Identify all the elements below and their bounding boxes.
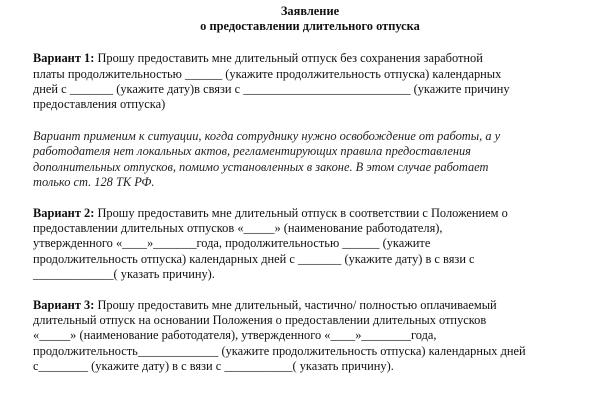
title-line-2: о предоставлении длительного отпуска xyxy=(200,19,420,34)
note-line-2: работодателя нет локальных актов, регламентирующих правила предоставления xyxy=(33,144,471,159)
variant-2-label: Вариант 2: xyxy=(33,206,95,221)
note-line-1: Вариант применим к ситуации, когда сотруднику нужно освобождение от работы, а у xyxy=(33,129,501,144)
note-line-4: только ст. 128 ТК РФ. xyxy=(33,174,155,189)
variant-1-label: Вариант 1: xyxy=(33,51,95,66)
variant-2-line-4: продолжительность отпуска) календарных дней с _______ (укажите дату) в с вязи с xyxy=(33,251,475,266)
variant-3-text-1: Прошу предоставить мне длительный, частично/ полностью оплачиваемый xyxy=(94,298,497,313)
variant-1-note xyxy=(33,129,579,190)
variant-1-paragraph xyxy=(33,51,579,112)
variant-3-line-4: продолжительность_____________ (укажите продолжительность отпуска) календарных дней xyxy=(33,343,526,358)
variant-1-line-3: дней с _______ (укажите дату)в связи с ___________________________ (укажите причину xyxy=(33,81,510,96)
variant-3-line-5: с________ (укажите дату) в с вязи с ___________( указать причину). xyxy=(33,358,394,373)
variant-2-line-5: _____________( указать причину). xyxy=(33,266,215,281)
document-title xyxy=(33,4,579,34)
note-line-3: дополнительных отпусков, помимо установленных в законе. В этом случае работает xyxy=(33,159,489,174)
variant-1-text-1: Прошу предоставить мне длительный отпуск без сохранения заработной xyxy=(94,51,483,66)
variant-3-line-3: «_____» (наименование работодателя), утвержденного «____»________года, xyxy=(33,328,437,343)
variant-1-line-2: платы продолжительностью ______ (укажите продолжительность отпуска) календарных xyxy=(33,66,502,81)
title-line-1: Заявление xyxy=(280,4,340,18)
variant-1-line-4: предоставления отпуска) xyxy=(33,97,166,112)
variant-2-text-1: Прошу предоставить мне длительный отпуск в соответствии с Положением о xyxy=(94,206,508,221)
variant-2-paragraph xyxy=(33,206,579,282)
variant-2-line-2: предоставлении длительных отпусков «_____» (наименование работодателя), xyxy=(33,221,443,236)
variant-1-line-1 xyxy=(33,51,579,66)
variant-3-line-2: длительный отпуск на основании Положения о предоставлении длительных отпусков xyxy=(33,313,487,328)
variant-2-line-1 xyxy=(33,206,579,221)
variant-3-label: Вариант 3: xyxy=(33,298,95,313)
variant-2-line-3: утвержденного «____»_______года, продолжительностью ______ (укажите xyxy=(33,236,431,251)
variant-3-paragraph xyxy=(33,298,579,374)
variant-3-line-1 xyxy=(33,298,579,313)
